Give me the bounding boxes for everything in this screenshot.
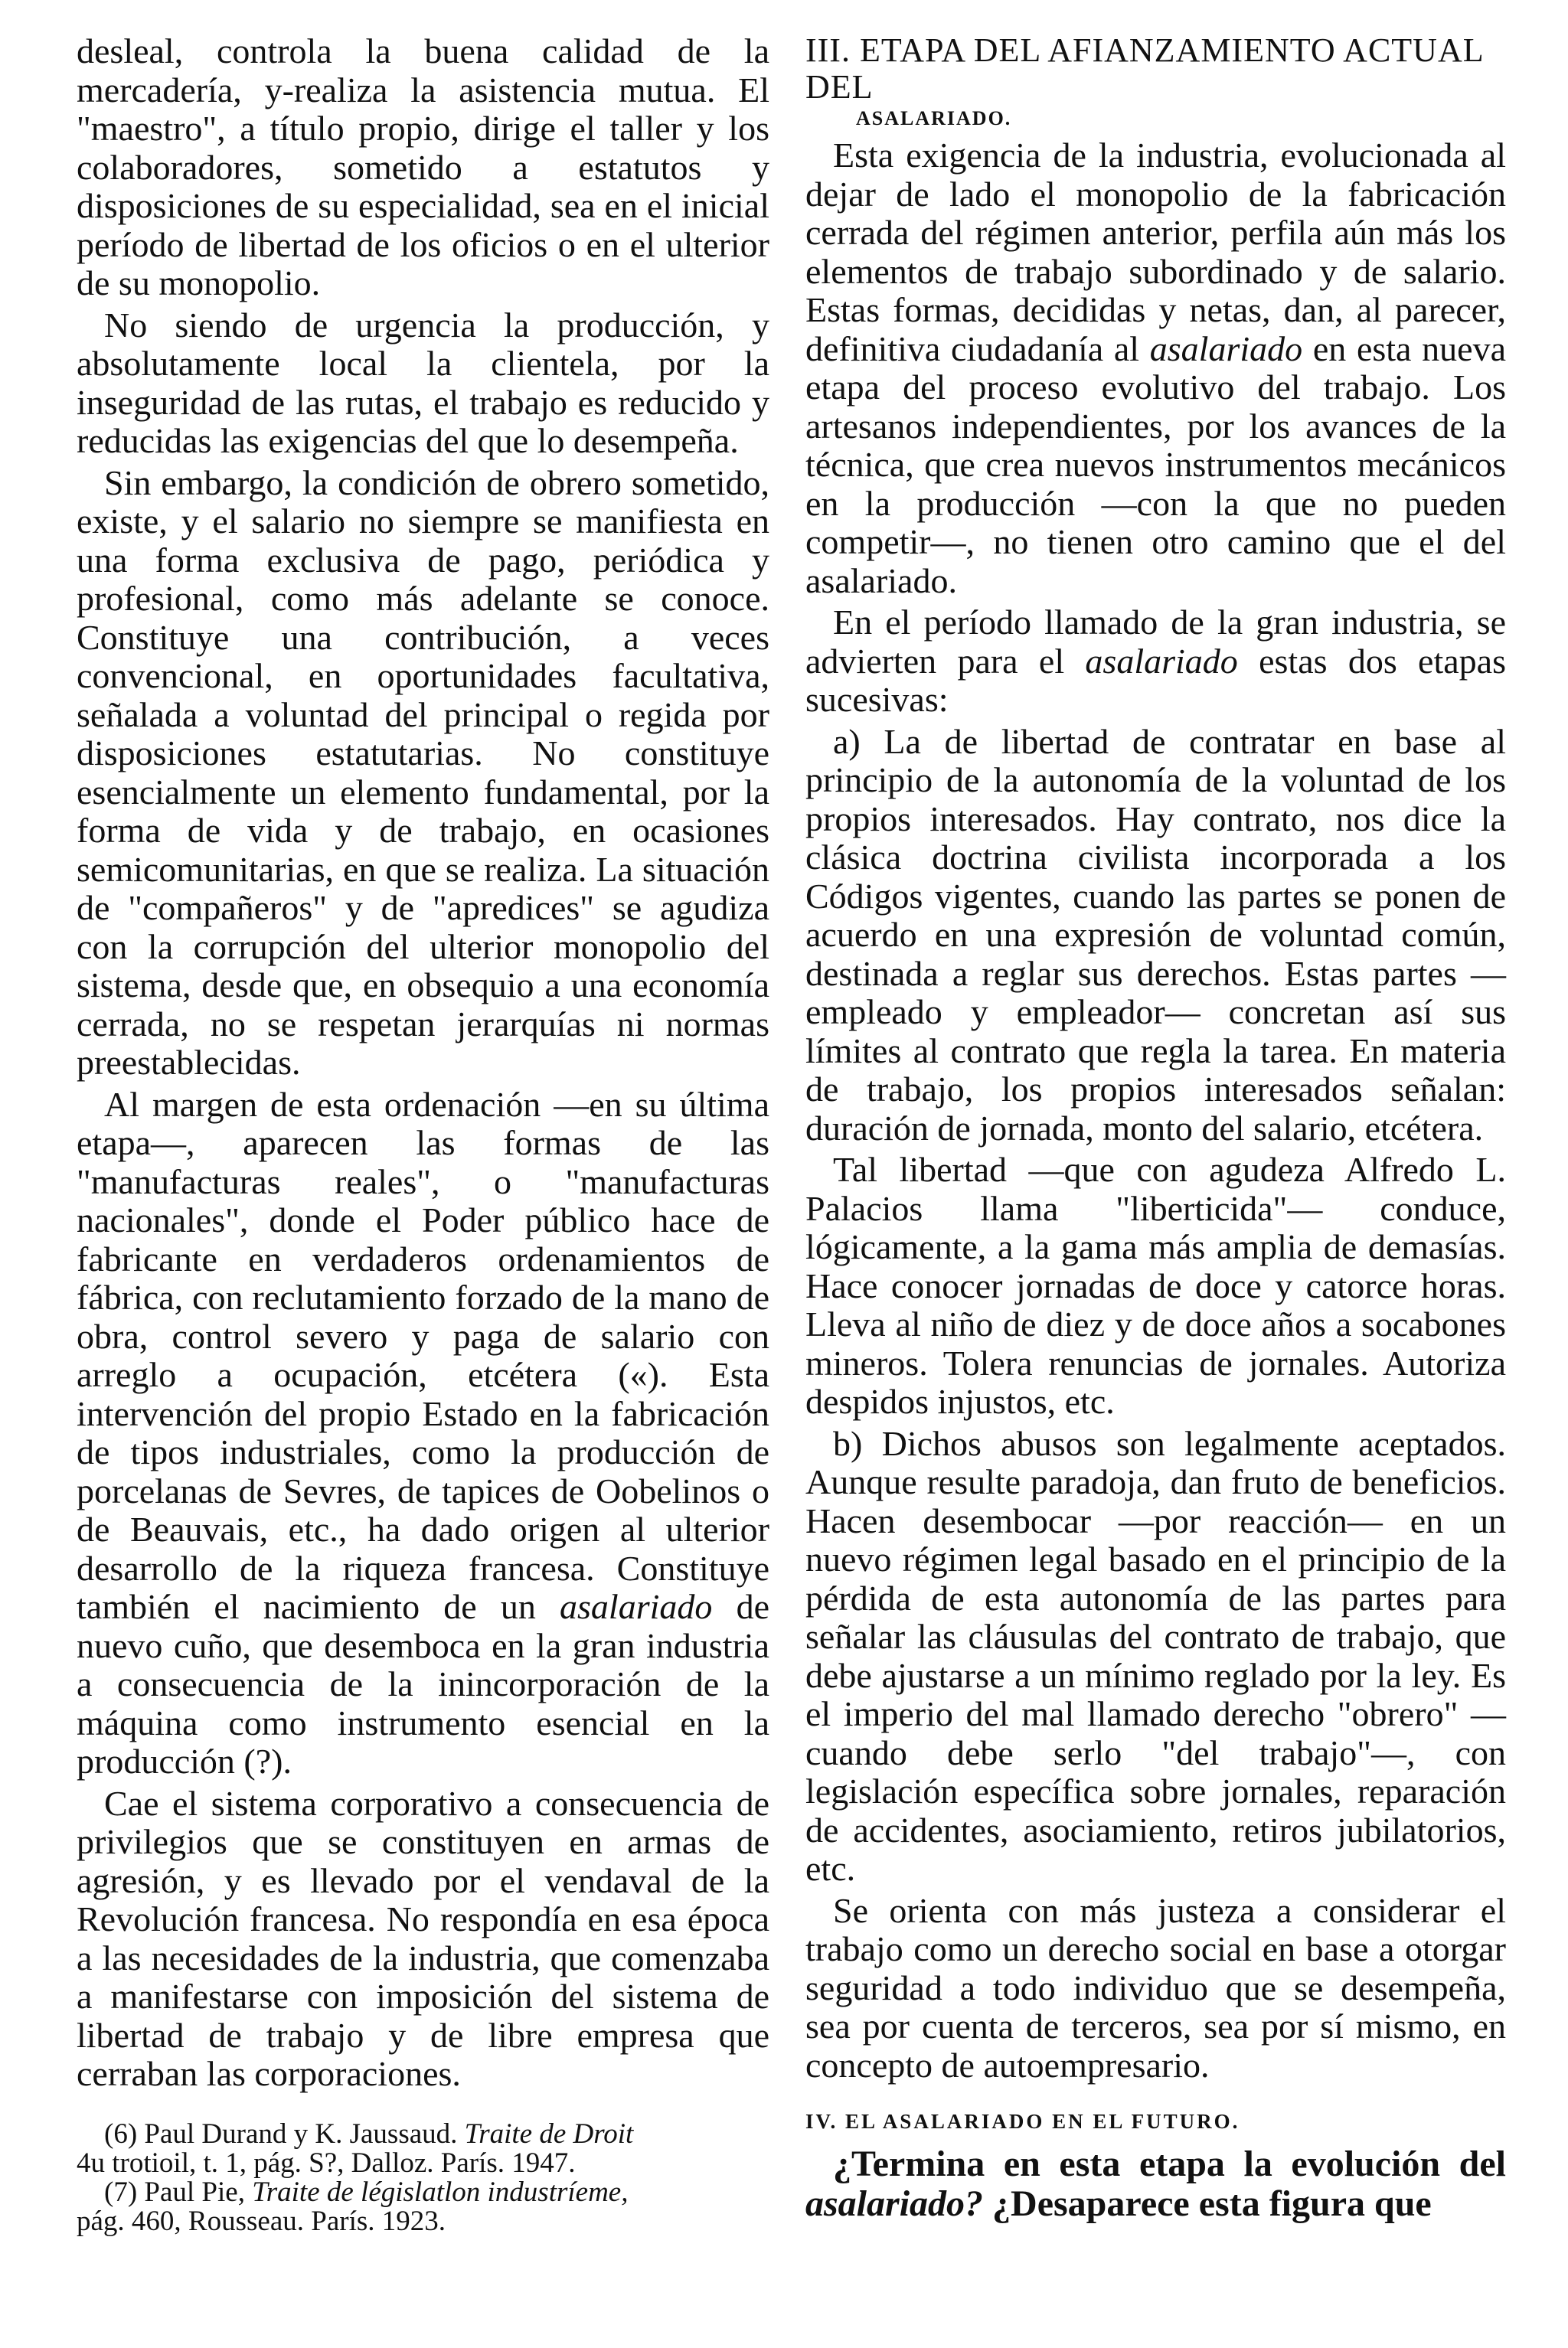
paragraph: Sin embargo, la condición de obrero sometido, existe, y el salario no siempre se manifiesta en una forma exclusiva de pago, periódica y profesional, como más adelante se conoce. Constituye una contribución, a veces convencional, en oportunidades facultativa, señalada a voluntad del principal o regida por disposiciones estatutarias. No constituye esencialmente un elemento fundamental, por la forma de vida y de trabajo, en ocasiones semicomunitarias, en que se realiza. La situación de "compañeros" y de "apredices" se agudiza con la corrupción del ulterior monopolio del sistema, desde que, en obsequio a una economía cerrada, no se respetan jerarquías ni normas preestablecidas. (77, 462, 769, 1082)
paragraph: a) La de libertad de contratar en base al principio de la autonomía de la voluntad de los propios interesados. Hay contrato, nos dice la clásica doctrina civilista incorporada a los Códigos vigentes, cuando las partes se ponen de acuerdo en una expresión de voluntad común, destinada a reglar sus derechos. Estas partes —empleado y empleador— concretan así sus límites al contrato que regla la tarea. En materia de trabajo, los propios interesados señalan: duración de jornada, monto del salario, etcétera. (805, 721, 1506, 1148)
footnotes (77, 2120, 769, 2236)
footnote-title: Traite de Droit (464, 2118, 634, 2150)
paragraph-text: Esta exigencia de la industria, evolucionada al dejar de lado el monopolio de la fabricación cerrada del régimen anterior, perfila aún más los elementos de trabajo subordinado y de salario. Estas formas, decididas y netas, dan, al parecer, definitiva ciudadanía al (805, 136, 1506, 368)
footnote-text: (6) Paul Durand y K. Jaussaud. (104, 2118, 465, 2150)
paragraph (77, 1086, 769, 1781)
paragraph: desleal, controla la buena calidad de la mercadería, y-realiza la asistencia mutua. El "maestro", a título propio, dirige el taller y los colaboradores, sometido a estatutos y disposiciones de su especialidad, sea en el inicial período de libertad de los oficios o en el ulterior de su monopolio. (77, 31, 769, 302)
italic-term: asalariado (1085, 641, 1238, 681)
section-heading (805, 32, 1506, 132)
lead-question (805, 2144, 1506, 2224)
paragraph: b) Dichos abusos son legalmente aceptados. Aunque resulte paradoja, dan fruto de beneficios. Hacen desembocar —por reacción— en un nuevo régimen legal basado en el principio de la pérdida de esta autonomía de las partes para señalar las cláusulas del contrato de trabajo, que debe ajustarse a un mínimo reglado por la ley. Es el imperio del mal llamado derecho "obrero" —cuando debe serlo "del trabajo"—, con legislación específica sobre jornales, reparación de accidentes, asociamiento, retiros jubilatorios, etc. (805, 1423, 1506, 1888)
footnote-7 (77, 2178, 769, 2207)
paragraph-text: estas dos etapas sucesivas: (805, 641, 1506, 719)
footnote-title: Traite de législatlon industríeme, (252, 2176, 629, 2208)
section-heading-sub: ASALARIADO. (856, 107, 1012, 129)
footnote-6 (77, 2120, 769, 2149)
italic-term: asalariado? (805, 2183, 984, 2224)
right-column (805, 32, 1506, 2224)
italic-term: asalariado (1149, 328, 1303, 368)
paragraph: Se orienta con más justeza a considerar el trabajo como un derecho social en base a otorgar seguridad a todo individuo que se desempeña, sea por cuenta de terceros, sea por sí mismo, en concepto de autoempresario. (805, 1890, 1506, 2085)
lead-text: ¿Termina en esta etapa la evolución del (833, 2144, 1506, 2184)
lead-text: ¿Desaparece esta figura que (983, 2183, 1432, 2224)
left-column (77, 32, 769, 2236)
paragraph (805, 603, 1506, 720)
section-heading-iv: IV. EL ASALARIADO EN EL FUTURO. (805, 2110, 1240, 2133)
section-heading-main: III. ETAPA DEL AFIANZAMIENTO ACTUAL DEL (805, 31, 1483, 106)
paragraph: Tal libertad —que con agudeza Alfredo L. Palacios llama "liberticida"— conduce, lógicamente, a la gama más amplia de demasías. Hace conocer jornadas de doce y catorce horas. Lleva al niño de diez y de doce años a socabones mineros. Tolera renuncias de jornales. Autoriza despidos injustos, etc. (805, 1150, 1506, 1421)
paragraph-text: Al margen de esta ordenación —en su última etapa—, aparecen las formas de las "manufacturas reales", o "manufacturas nacionales", donde el Poder público hace de fabricante en verdaderos ordenamientos de fábrica, con reclutamiento forzado de la mano de obra, control severo y paga de salario con arreglo a ocupación, etcétera («). Esta intervención del propio Estado en la fabricación de tipos industriales, como la producción de porcelanas de Sevres, de tapices de Oobelinos o de Beauvais, etc., ha dado origen al ulterior desarrollo de la riqueza francesa. Constituye también el nacimiento de un (77, 1084, 769, 1626)
paragraph: No siendo de urgencia la producción, y absolutamente local la clientela, por la inseguridad de las rutas, el trabajo es reducido y reducidas las exigencias del que lo desempeña. (77, 305, 769, 460)
paragraph: Cae el sistema corporativo a consecuencia de privilegios que se constituyen en armas de agresión, y es llevado por el vendaval de la Revolución francesa. No respondía en esa época a las necesidades de la industria, que comenzaba a manifestarse con imposición del sistema de libertad de trabajo y de libre empresa que cerraban las corporaciones. (77, 1783, 769, 2093)
italic-term: asalariado (560, 1587, 713, 1626)
footnote-text: (7) Paul Pie, (104, 2176, 253, 2208)
footnote-7-cont: pág. 460, Rousseau. París. 1923. (77, 2205, 446, 2237)
footnote-6-cont: 4u trotioil, t. 1, pág. S?, Dalloz. París. 1947. (77, 2147, 576, 2179)
paragraph (805, 136, 1506, 600)
paragraph-text: de nuevo cuño, que desemboca en la gran industria a consecuencia de la inincorporación de la máquina como instrumento esencial en la producción (?). (77, 1587, 769, 1781)
paragraph-text: En el período llamado de la gran industria, se advierten para el (805, 603, 1506, 681)
paragraph-text: en esta nueva etapa del proceso evolutivo del trabajo. Los artesanos independientes, por los avances de la técnica, que crea nuevos instrumentos mecánicos en la producción —con la que no pueden competir—, no tienen otro camino que el del asalariado. (805, 328, 1506, 600)
